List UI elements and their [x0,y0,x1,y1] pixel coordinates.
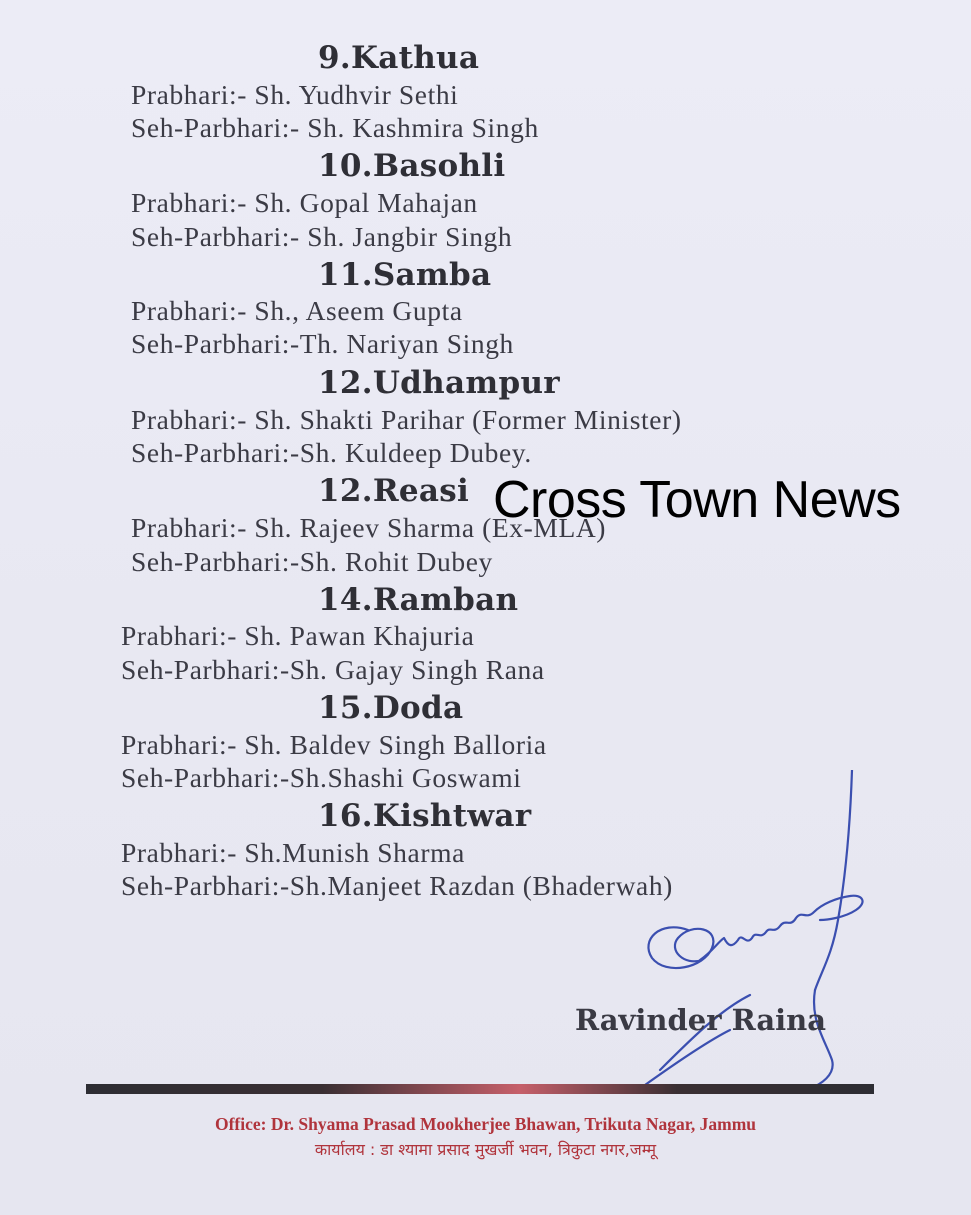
seh-prabhari-line: Seh-Parbhari:-Sh.Shashi Goswami [121,762,522,793]
prabhari-line: Prabhari:- Sh. Shakti Parihar (Former Minister) [131,404,682,435]
seh-prabhari-line: Seh-Parbhari:-Sh. Gajay Singh Rana [121,654,545,685]
seh-prabhari-line: Seh-Parbhari:-Th. Nariyan Singh [131,328,514,359]
section-heading: 15.Doda [318,690,464,726]
prabhari-line: Prabhari:- Sh., Aseem Gupta [131,295,463,326]
prabhari-line: Prabhari:- Sh.Munish Sharma [121,837,465,868]
section-heading: 9.Kathua [318,40,480,76]
section-heading: 16.Kishtwar [318,798,532,834]
prabhari-line: Prabhari:- Sh. Rajeev Sharma (Ex-MLA) [131,512,607,543]
seh-prabhari-line: Seh-Parbhari:-Sh.Manjeet Razdan (Bhaderwah) [121,870,673,901]
prabhari-line: Prabhari:- Sh. Gopal Mahajan [131,187,478,218]
footer-divider [86,1084,874,1094]
section-heading: 11.Samba [318,257,492,293]
signature-icon [600,770,900,1090]
seh-prabhari-line: Seh-Parbhari:-Sh. Rohit Dubey [131,546,493,577]
section-heading: 10.Basohli [318,148,506,184]
seh-prabhari-line: Seh-Parbhari:-Sh. Kuldeep Dubey. [131,437,532,468]
section-heading: 12.Udhampur [318,365,560,401]
seh-prabhari-line: Seh-Parbhari:- Sh. Kashmira Singh [131,112,539,143]
seh-prabhari-line: Seh-Parbhari:- Sh. Jangbir Singh [131,221,513,252]
footer-office-english: Office: Dr. Shyama Prasad Mookherjee Bhawan, Trikuta Nagar, Jammu [214,1114,757,1134]
prabhari-line: Prabhari:- Sh. Yudhvir Sethi [131,79,459,110]
prabhari-line: Prabhari:- Sh. Baldev Singh Balloria [121,729,547,760]
section-heading: 12.Reasi [318,473,470,509]
section-heading: 14.Ramban [318,582,519,618]
watermark-text: Cross Town News [493,471,901,529]
footer-office-hindi: कार्यालय : डा श्यामा प्रसाद मुखर्जी भवन, त्रिकुटा नगर,जम्मू [314,1140,657,1159]
signer-name: Ravinder Raina [575,1003,827,1037]
prabhari-line: Prabhari:- Sh. Pawan Khajuria [121,620,475,651]
